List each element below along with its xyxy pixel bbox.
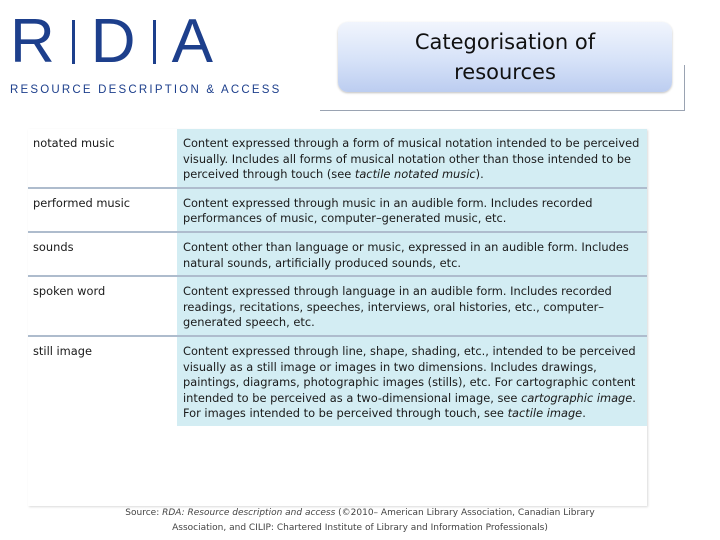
rda-logo <box>10 7 320 98</box>
content-type-term: sounds <box>28 232 177 276</box>
table-row <box>28 232 647 276</box>
table-row <box>28 336 647 426</box>
definition-text: . <box>582 406 586 421</box>
definition-text: tactile image <box>507 406 583 421</box>
definition-text: Content expressed through language in an audible form. Includes recorded readings, recitations, speeches, interviews, oral histories, etc., computer–generated speech, etc. <box>183 284 612 330</box>
logo-divider <box>153 20 156 64</box>
source-note <box>100 506 620 536</box>
logo-letter-d: D <box>90 7 137 76</box>
definition-text: Content expressed through line, shape, shading, etc., intended to be perceived visually as a still image or images in two dimensions. Includes drawings, paintings, diagrams, photographic images (stills), etc. For cartographic content intended to be perceived as a two-dimensional image, see <box>183 343 636 405</box>
content-type-definition <box>177 129 647 188</box>
definition-text: Content other than language or music, expressed in an audible form. Includes natural sounds, artificially produced sounds, etc. <box>183 239 629 270</box>
content-type-definition <box>177 232 647 276</box>
content-type-definition <box>177 188 647 232</box>
logo-letter-a: A <box>171 7 214 76</box>
content-type-term: spoken word <box>28 276 177 336</box>
definition-text: tactile notated music <box>354 167 476 182</box>
table-body <box>28 129 647 426</box>
content-type-table <box>28 129 647 506</box>
content-type-term: performed music <box>28 188 177 232</box>
source-text: (©2010– American Library Association, Canadian Library Association, and CILIP: Chartered Institute of Library and Information Professionals) <box>172 508 595 533</box>
definition-text: Content expressed through music in an audible form. Includes recorded performances of music, computer–generated music, etc. <box>183 195 593 226</box>
content-type-term: notated music <box>28 129 177 188</box>
logo-divider <box>72 20 75 64</box>
source-text: Source: <box>125 508 163 518</box>
rda-logo-letters <box>10 7 320 76</box>
table-row <box>28 276 647 336</box>
definition-text: Content expressed through a form of musical notation intended to be perceived visually. Includes all forms of musical notation other than those intended to be perceived through touch (see <box>183 136 640 182</box>
content-type-table-grid <box>28 129 647 426</box>
source-text: RDA: Resource description and access <box>162 508 336 518</box>
definition-text: . For images intended to be perceived through touch, see <box>183 390 636 421</box>
page-title: Categorisation of resources <box>414 30 596 84</box>
title-box <box>338 22 672 92</box>
logo-letter-r: R <box>10 7 56 76</box>
content-type-definition <box>177 336 647 426</box>
content-type-definition <box>177 276 647 336</box>
definition-text: cartographic image <box>521 390 633 405</box>
table-row <box>28 188 647 232</box>
definition-text: ). <box>475 167 484 182</box>
content-type-term: still image <box>28 336 177 426</box>
table-row <box>28 129 647 188</box>
logo-tagline: RESOURCE DESCRIPTION & ACCESS <box>10 84 282 96</box>
